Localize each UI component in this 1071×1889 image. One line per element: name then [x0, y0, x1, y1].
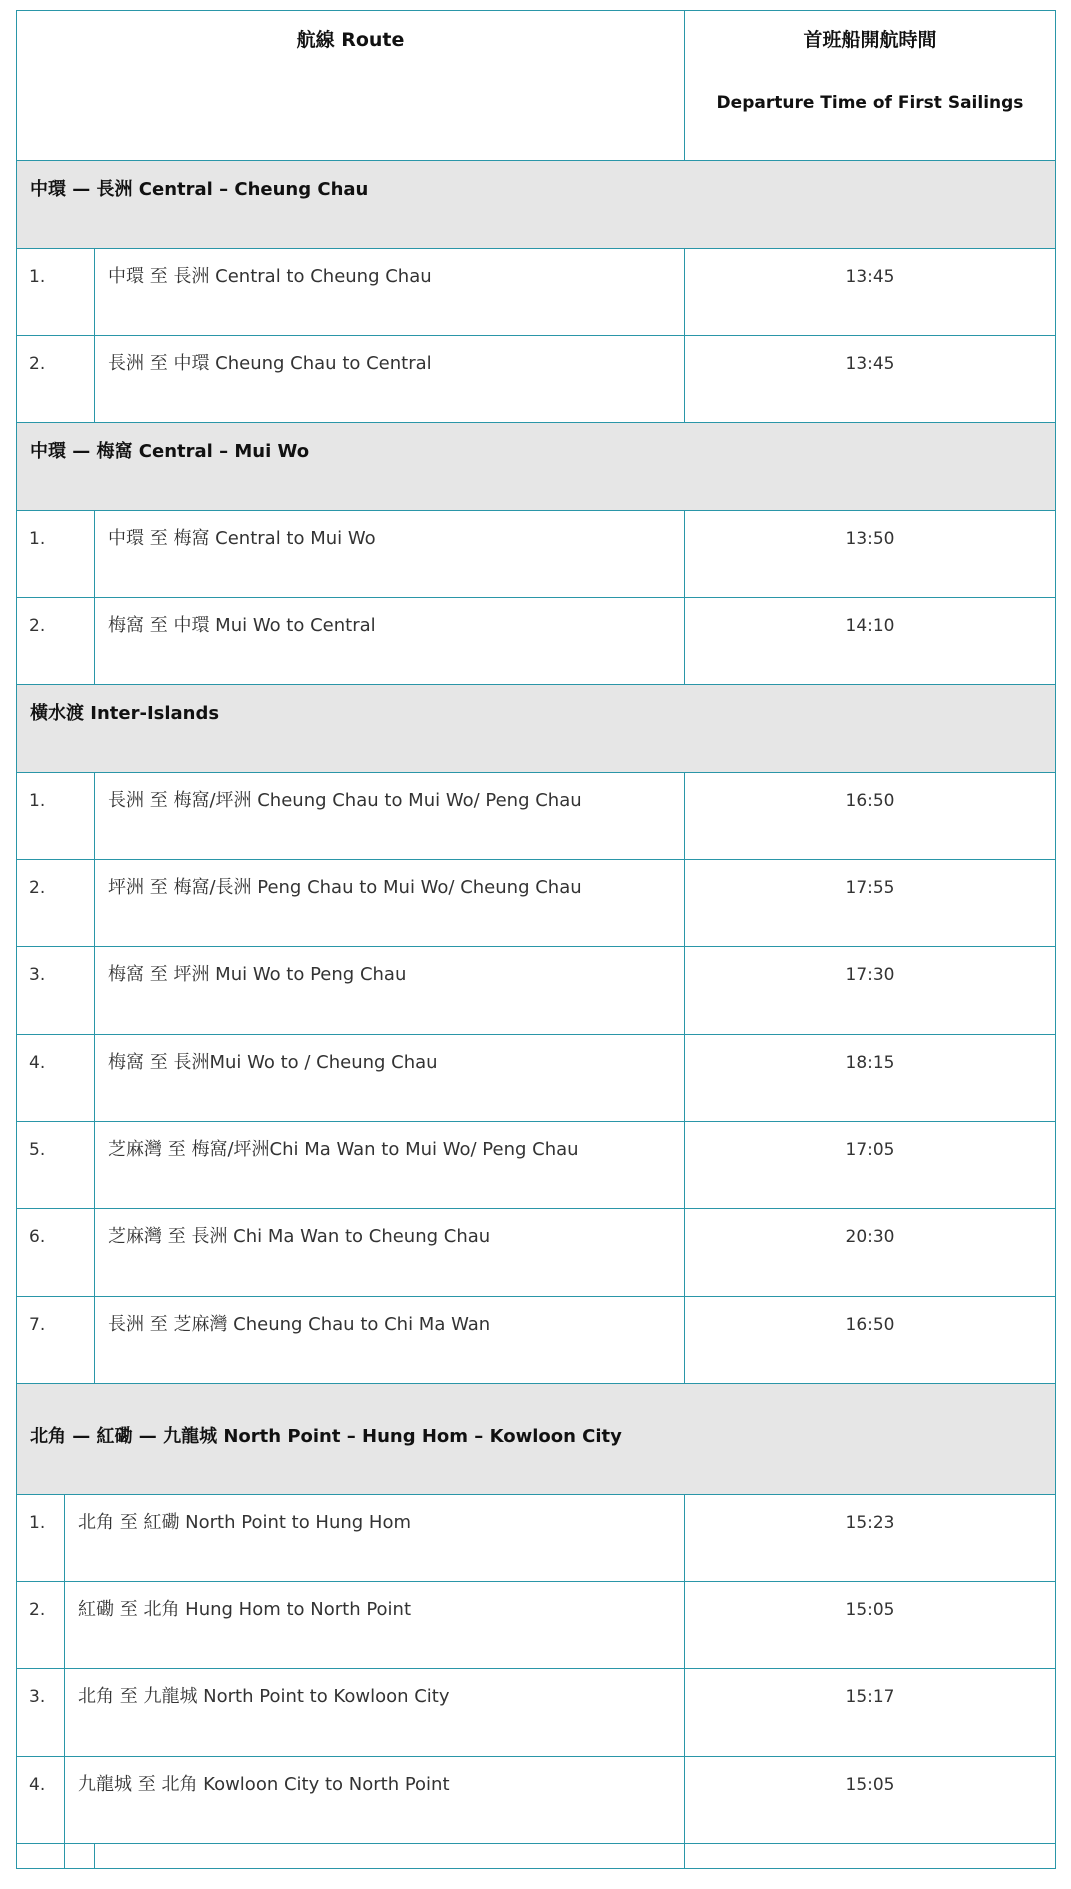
row-divider [16, 1868, 1056, 1869]
row-number: 2. [29, 616, 46, 636]
table-border-right [1055, 10, 1056, 1869]
route-name: 中環 至 梅窩 Central to Mui Wo [108, 528, 376, 549]
departure-time: 18:15 [845, 1053, 895, 1073]
route-name: 長洲 至 中環 Cheung Chau to Central [108, 353, 432, 374]
section-title: 橫水渡 Inter-Islands [30, 703, 220, 724]
departure-time: 17:55 [845, 878, 895, 898]
route-name: 芝麻灣 至 長洲 Chi Ma Wan to Cheung Chau [108, 1226, 491, 1247]
section-title: 中環 — 梅窩 Central – Mui Wo [30, 441, 310, 462]
route-name: 長洲 至 芝麻灣 Cheung Chau to Chi Ma Wan [108, 1314, 491, 1335]
number-column-divider [94, 248, 95, 423]
table-border-left [16, 10, 17, 1869]
route-name: 北角 至 九龍城 North Point to Kowloon City [78, 1686, 450, 1707]
row-divider [16, 772, 1056, 773]
row-divider [16, 946, 1056, 947]
row-divider [16, 859, 1056, 860]
row-divider [16, 1296, 1056, 1297]
departure-time: 15:23 [845, 1513, 895, 1533]
row-number: 3. [29, 965, 46, 985]
route-name: 梅窩 至 長洲Mui Wo to / Cheung Chau [108, 1052, 438, 1073]
row-number: 2. [29, 878, 46, 898]
row-number: 1. [29, 529, 46, 549]
number-column-divider [94, 510, 95, 685]
row-divider [16, 510, 1056, 511]
departure-time: 16:50 [845, 1315, 895, 1335]
departure-time: 17:05 [845, 1140, 895, 1160]
route-name: 梅窩 至 坪洲 Mui Wo to Peng Chau [108, 964, 407, 985]
time-column-divider [684, 772, 685, 1384]
departure-time: 13:45 [845, 354, 895, 374]
row-divider [16, 1843, 1056, 1844]
route-name: 長洲 至 梅窩/坪洲 Cheung Chau to Mui Wo/ Peng Chau [108, 790, 582, 811]
route-name: 梅窩 至 中環 Mui Wo to Central [108, 615, 376, 636]
route-name: 芝麻灣 至 梅窩/坪洲Chi Ma Wan to Mui Wo/ Peng Chau [108, 1139, 579, 1160]
row-divider [16, 1668, 1056, 1669]
row-divider [16, 684, 1056, 685]
departure-time: 13:50 [845, 529, 895, 549]
row-number: 7. [29, 1315, 46, 1335]
row-divider [16, 335, 1056, 336]
section-title: 中環 — 長洲 Central – Cheung Chau [30, 179, 369, 200]
departure-time: 15:05 [845, 1775, 895, 1795]
time-column-header-zh: 首班船開航時間 [803, 29, 937, 51]
route-name: 中環 至 長洲 Central to Cheung Chau [108, 266, 432, 287]
row-divider [16, 10, 1056, 11]
route-name: 坪洲 至 梅窩/長洲 Peng Chau to Mui Wo/ Cheung Chau [108, 877, 582, 898]
row-divider [16, 1208, 1056, 1209]
row-divider [16, 597, 1056, 598]
section-band [17, 423, 1055, 510]
time-column-header-en: Departure Time of First Sailings [716, 93, 1024, 113]
row-number: 2. [29, 354, 46, 374]
departure-time: 13:45 [845, 267, 895, 287]
row-number: 5. [29, 1140, 46, 1160]
row-divider [16, 1121, 1056, 1122]
row-divider [16, 160, 1056, 161]
row-number: 3. [29, 1687, 46, 1707]
row-divider [16, 1581, 1056, 1582]
section-band [17, 161, 1055, 248]
time-column-divider [684, 1494, 685, 1869]
section-title: 北角 — 紅磡 — 九龍城 North Point – Hung Hom – Kowloon City [30, 1426, 622, 1447]
departure-time: 20:30 [845, 1227, 895, 1247]
route-name: 九龍城 至 北角 Kowloon City to North Point [78, 1774, 450, 1795]
departure-time: 15:17 [845, 1687, 895, 1707]
departure-time: 16:50 [845, 791, 895, 811]
number-column-divider [94, 1843, 95, 1869]
row-number: 6. [29, 1227, 46, 1247]
departure-time: 17:30 [845, 965, 895, 985]
row-divider [16, 248, 1056, 249]
row-number: 1. [29, 791, 46, 811]
row-divider [16, 1034, 1056, 1035]
row-number: 1. [29, 267, 46, 287]
departure-time: 14:10 [845, 616, 895, 636]
route-name: 紅磡 至 北角 Hung Hom to North Point [78, 1599, 412, 1620]
row-number: 4. [29, 1775, 46, 1795]
row-divider [16, 422, 1056, 423]
row-divider [16, 1494, 1056, 1495]
number-column-divider [94, 772, 95, 1384]
section-band [17, 685, 1055, 772]
route-column-header: 航線 Route [296, 29, 405, 51]
route-name: 北角 至 紅磡 North Point to Hung Hom [78, 1512, 412, 1533]
row-divider [16, 1756, 1056, 1757]
row-number: 2. [29, 1600, 46, 1620]
departure-time: 15:05 [845, 1600, 895, 1620]
row-number: 1. [29, 1513, 46, 1533]
row-number: 4. [29, 1053, 46, 1073]
number-column-divider [64, 1494, 65, 1869]
row-divider [16, 1383, 1056, 1384]
